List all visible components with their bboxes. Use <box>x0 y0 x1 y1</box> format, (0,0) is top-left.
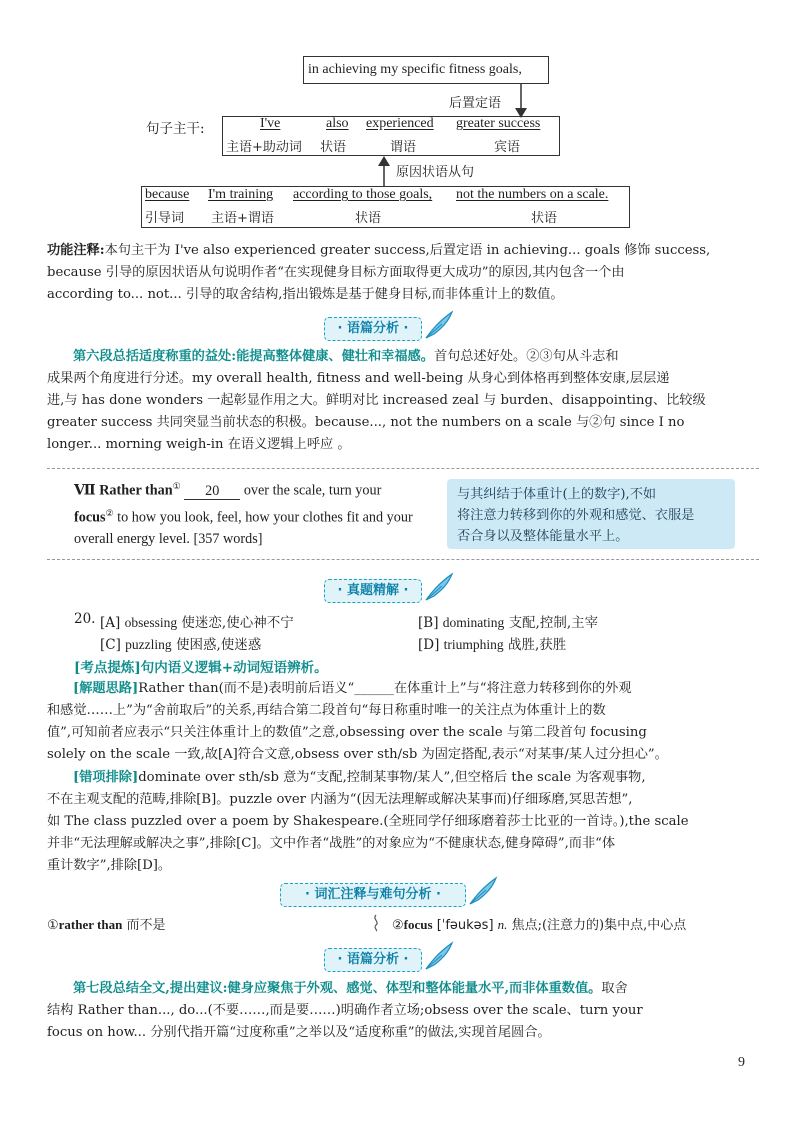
divider-bottom <box>47 559 759 560</box>
function-note-heading: 功能注释: <box>47 243 105 258</box>
option-a[interactable]: [A] obsessing 使迷恋,使心神不宁 <box>100 615 294 631</box>
main-role-subject: 主语+助动词 <box>226 140 302 155</box>
analysis6-line-1: 第六段总括适度称重的益处:能提高整体健康、健壮和幸福感。首句总述好处。②③句从斗志和 <box>73 349 619 364</box>
function-note-line-3: according to... not... 引导的取舍结构,指出锻炼是基于健身目标,而非体重计上的数值。 <box>47 287 564 302</box>
postmodifier-phrase: in achieving my specific fitness goals, <box>308 62 522 77</box>
postmodifier-box <box>303 56 549 84</box>
clause-word-adverbial-2: not the numbers on a scale. <box>456 187 609 202</box>
reason-arrow <box>372 156 396 188</box>
solution-line-3: 值”,可知前者应表示“只关注体重计上的数值”之意,obsessing over the scale 与第二段首句 focusing <box>47 725 647 740</box>
function-note <box>47 240 759 306</box>
solution-paragraph <box>47 678 759 766</box>
main-word-predicate: experienced <box>366 116 434 131</box>
analysis7-highlight: 第七段总结全文,提出建议:健身应聚焦于外观、感觉、体型和整体能量水平,而非体重数值。 <box>73 981 602 996</box>
solution-label: [解题思路] <box>73 681 139 696</box>
quill-pen-icon <box>466 874 500 908</box>
vocab-word-rather-than: rather than <box>58 917 123 932</box>
main-role-object: 宾语 <box>494 140 521 155</box>
vocab-word-focus: focus <box>403 917 433 932</box>
option-c[interactable]: [C] puzzling 使困惑,使迷惑 <box>100 637 262 653</box>
exclusion-paragraph <box>47 767 759 877</box>
clause-role-subj-pred: 主语+谓语 <box>211 211 274 226</box>
exam-point-label: [考点提炼] <box>74 660 141 676</box>
paragraph7-rather: Rather than <box>99 482 173 499</box>
section-badge-discourse-analysis-2: · 语篇分析 · <box>324 948 422 972</box>
solution-line-4: solely on the scale 一致,故[A]符合文意,obsess over sth/sb 为固定搭配,表示“对某事/某人过分担心”。 <box>47 747 668 762</box>
exclusion-label: [错项排除] <box>73 770 139 785</box>
section-badge-vocabulary: · 词汇注释与难句分析 · <box>280 883 466 907</box>
exclusion-line-2: 不在主观支配的范畴,排除[B]。puzzle over 内涵为“(因无法理解或解决某事而)仔细琢磨,冥思苦想”, <box>47 792 633 807</box>
analysis6-line-5: longer... morning weigh-in 在语义逻辑上呼应 。 <box>47 437 351 452</box>
exam-point-text: 句内语义逻辑+动词短语辨析。 <box>140 660 328 676</box>
paragraph7-line-1: Ⅶ Rather than① 20 over the scale, turn your <box>74 481 382 499</box>
exclusion-line-5: 重计数字”,排除[D]。 <box>47 858 172 873</box>
analysis-paragraph-6 <box>47 346 759 456</box>
quill-pen-icon <box>422 308 456 342</box>
clause-word-subj-pred: I'm training <box>208 187 274 202</box>
analysis7-line-3: focus on how... 分别代指开篇“过度称重”之举以及“适度称重”的做法,实现首尾圆合。 <box>47 1025 551 1040</box>
analysis7-line-1: 第七段总结全文,提出建议:健身应聚焦于外观、感觉、体型和整体能量水平,而非体重数值。取舍 <box>73 981 628 996</box>
main-word-object: greater success <box>456 116 541 131</box>
analysis7-line-2: 结构 Rather than..., do...(不要……,而是要……)明确作者立场;obsess over the scale、turn your <box>47 1003 643 1018</box>
quill-pen-icon <box>422 570 456 604</box>
sentence-trunk-label: 句子主干: <box>146 121 205 137</box>
solution-line-1: [解题思路]Rather than(而不是)表明前后语义“______在体重计上”与“将注意力转移到你的外观 <box>73 681 632 696</box>
analysis-paragraph-7 <box>47 978 759 1044</box>
translation-line-3: 否合身以及整体能量水平上。 <box>457 529 629 544</box>
translation-line-1: 与其纠结于体重计(上的数字),不如 <box>457 487 657 502</box>
paragraph7-line-2: focus② to how you look, feel, how your clothes fit and your <box>74 507 413 526</box>
analysis6-line-3: 进,与 has done wonders 一起彰显作用之大。鲜明对比 increased zeal 与 burden、disappointing、比较级 <box>47 393 706 408</box>
paragraph7-roman: Ⅶ <box>74 482 96 499</box>
question-number: 20. <box>74 611 96 627</box>
blank-20[interactable]: 20 <box>184 483 240 500</box>
exam-point <box>74 656 328 676</box>
function-note-line-2: because 引导的原因状语从句说明作者“在实现健身目标方面取得更大成功”的原因,其内包含一个由 <box>47 265 625 280</box>
clause-role-adverbial-1: 状语 <box>355 211 382 226</box>
postmodifier-arrow <box>500 84 540 120</box>
clause-word-adverbial-1: according to those goals, <box>293 187 433 202</box>
analysis6-line-2: 成果两个角度进行分述。my overall health, fitness and well-being 从身心到体格再到整体安康,层层递 <box>47 371 670 386</box>
main-role-adverb: 状语 <box>320 140 347 155</box>
option-b[interactable]: [B] dominating 支配,控制,主宰 <box>418 615 599 631</box>
quill-pen-icon <box>422 939 456 973</box>
paragraph-7-text <box>74 475 436 550</box>
page-number: 9 <box>738 1055 745 1070</box>
clause-word-conj: because <box>145 187 190 202</box>
section-badge-discourse-analysis-1: · 语篇分析 · <box>324 317 422 341</box>
main-role-predicate: 谓语 <box>390 140 417 155</box>
analysis6-highlight: 第六段总括适度称重的益处:能提高整体健康、健壮和幸福感。 <box>73 349 434 364</box>
exclusion-line-3: 如 The class puzzled over a poem by Shakespeare.(全班同学仔细琢磨着莎士比亚的一首诗。),the scale <box>47 814 689 829</box>
postmodifier-label: 后置定语 <box>449 96 502 111</box>
function-note-line-1: 功能注释:本句主干为 I've also experienced greater success,后置定语 in achieving... goals 修饰 success, <box>47 243 711 258</box>
paragraph7-focus: focus <box>74 509 106 526</box>
main-word-subject: I've <box>260 116 281 131</box>
vocab-item-2: ②focus [ˈfəukəs] n. 焦点;(注意力的)集中点,中心点 <box>392 917 687 933</box>
divider-top <box>47 468 759 469</box>
analysis6-line-4: greater success 共同突显当前状态的积极。because..., not the numbers on a scale 与②句 since I no <box>47 415 685 430</box>
exclusion-line-4: 并非“无法理解或解决之事”,排除[C]。文中作者“战胜”的对象应为“不健康状态,健身障碍”,而非“体 <box>47 836 616 851</box>
paragraph7-line-3: overall energy level. [357 words] <box>74 531 263 548</box>
exclusion-line-1: [错项排除]dominate over sth/sb 意为“支配,控制某事物/某人”,但空格后 the scale 为客观事物, <box>73 770 646 785</box>
solution-line-2: 和感觉……上”为“舍前取后”的关系,再结合第二段首句“每日称重时唯一的关注点为体重计上的数 <box>47 703 606 718</box>
clause-role-adverbial-2: 状语 <box>531 211 558 226</box>
section-badge-exam-analysis: · 真题精解 · <box>324 579 422 603</box>
main-word-adverb: also <box>326 116 349 131</box>
reason-label: 原因状语从句 <box>396 165 475 180</box>
vocab-item-1: ①rather than 而不是 <box>47 917 166 933</box>
translation-line-2: 将注意力转移到你的外观和感觉、衣服是 <box>457 508 695 523</box>
option-d[interactable]: [D] triumphing 战胜,获胜 <box>418 637 567 653</box>
translation-box <box>447 479 735 549</box>
clause-role-conj: 引导词 <box>145 211 185 226</box>
scissors-icon <box>370 914 382 932</box>
